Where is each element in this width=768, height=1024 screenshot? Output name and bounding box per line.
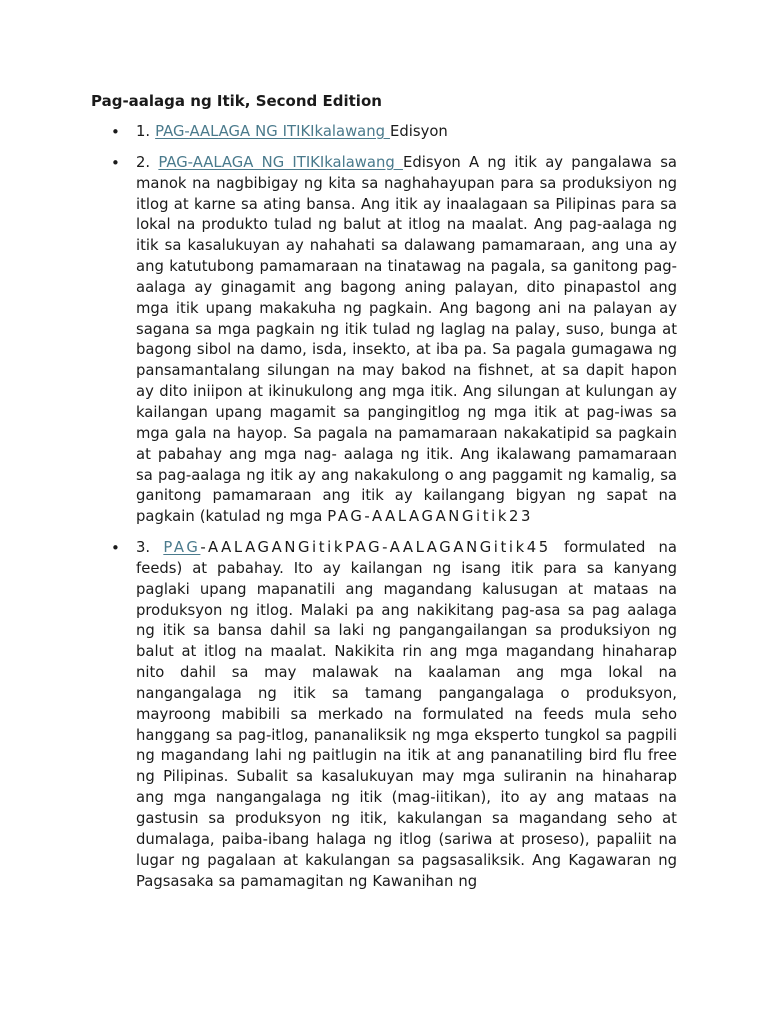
document-link[interactable]: PAG	[163, 539, 201, 557]
document-link[interactable]: PAG-AALAGA NG ITIKIkalawang	[158, 153, 403, 171]
document-link[interactable]: PAG-AALAGA NG ITIKIkalawang	[155, 123, 391, 140]
content-list	[0, 122, 768, 902]
list-item	[0, 538, 768, 892]
list-item-number: 1.	[136, 123, 156, 140]
list-item-body	[136, 122, 677, 143]
list-item-text: formulated na feeds) at pabahay. Ito ay kailangan ng isang itik para sa kanyang paglaki upang mapanatili ang magandang kalusugan at mataas na produksyon ng itlog. Malaki pa ang nakikitang pag-asa sa pag aalaga ng itik sa bansa dahil sa laki ng pangangailangan sa produksiyon ng balut at itlog na maalat. Nakikita rin ang mga magandang hinaharap nito dahil sa may malawak na kaalaman ang mga lokal na nangangalaga ng itik sa tamang pangangalaga o produksyon, mayroong mabibili sa merkado na formulated na feeds mula seho hanggang sa pag-itlog, pananaliksik ng mga eksperto tungkol sa pagpili ng magandang lahi ng paitlugin na itik at ang pananatiling bird flu free ng Pilipinas. Subalit sa kasalukuyan may mga suliranin na hinaharap ang mga nangangalaga ng itik (mag-iitikan), ito ay ang mataas na gastusin sa produksyon ng itik, kakulangan sa magandang seho at dumalaga, paiba-ibang halaga ng itlog (sariwa at proseso), papaliit na lugar ng pagalaan at kakulangan sa pagsasaliksik. Ang Kagawaran ng Pagsasaka sa pamamagitan ng Kawanihan ng	[136, 539, 677, 890]
list-item-text: Edisyon	[390, 123, 448, 140]
list-item-body	[136, 538, 677, 892]
bullet-icon: •	[111, 123, 120, 141]
list-item-spaced-text: -AALAGANGitikPAG-AALAGANGitik45	[200, 539, 551, 557]
list-item-number: 2.	[136, 153, 159, 171]
list-item-body	[136, 153, 677, 528]
list-item-text: Edisyon A ng itik ay pangalawa sa manok na nagbibigay ng kita sa naghahayupan para sa produksiyon ng itlog at karne sa ating bansa. Ang itik ay inaalagaan sa Pilipinas para sa lokal na produkto tulad ng balut at itlog na maalat. Ang pag-aalaga ng itik sa kasalukuyan ay nahahati sa dalawang pamamaraan, ang una ay ang katutubong pamamaraan na tinatawag na pagala, sa ganitong pag-aalaga ay ginagamit ang bagong aning palayan, dito pinapastol ang mga itik upang makakuha ng pagkain. Ang bagong ani na palayan ay sagana sa mga pagkain ng itik tulad ng laglag na palay, suso, bunga at bagong sibol na damo, isda, insekto, at iba pa. Sa pagala gumagawa ng pansamantalang silungan na may bakod na fishnet, at sa dapit hapon ay dito iniipon at ikinukulong ang mga itik. Ang silungan at kulungan ay kailangan upang magamit sa pangingitlog ng mga itik at pag-iwas sa mga gala na hayop. Sa pagala na pamamaraan nakakatipid sa pagkain at pabahay ang mga nag- aalaga ng itik. Ang ikalawang pamamaraan sa pag-aalaga ng itik ay ang nakakulong o ang paggamit ng kamalig, sa ganitong pamamaraan ang itik ay kailangang bigyan ng sapat na pagkain (katulad ng mga	[136, 153, 677, 526]
list-item-spaced-text: PAG-AALAGANGitik23	[327, 508, 534, 526]
list-item	[0, 153, 768, 528]
document-title: Pag-aalaga ng Itik, Second Edition	[91, 92, 382, 110]
list-item	[0, 122, 768, 143]
bullet-icon: •	[111, 153, 120, 172]
list-item-number: 3.	[136, 539, 164, 557]
bullet-icon: •	[111, 539, 120, 558]
